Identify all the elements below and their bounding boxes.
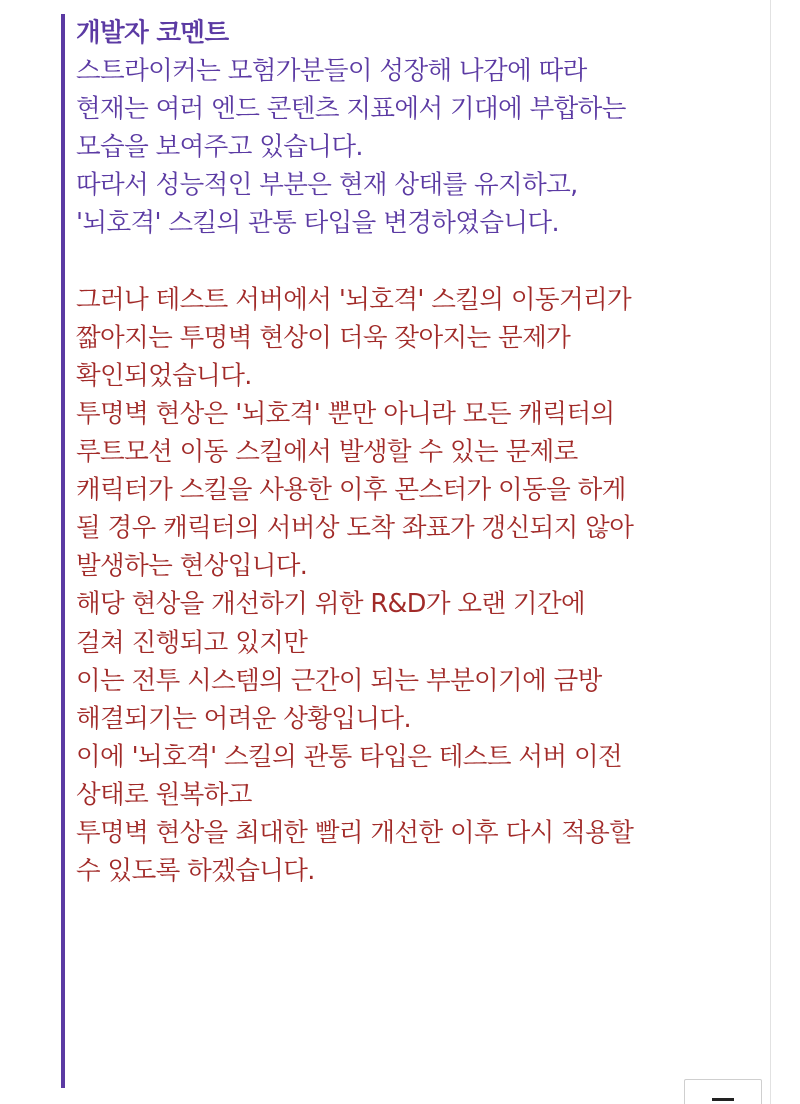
issue-line: 투명벽 현상을 최대한 빨리 개선한 이후 다시 적용할 (76, 817, 634, 848)
issue-line: 루트모션 이동 스킬에서 발생할 수 있는 문제로 (76, 437, 578, 468)
issue-line: 해결되기는 어려운 상황입니다. (76, 703, 411, 734)
intro-line: 따라서 성능적인 부분은 현재 상태를 유지하고, (76, 170, 578, 201)
issue-line: 걸쳐 진행되고 있지만 (76, 627, 308, 658)
content-border (770, 0, 771, 1104)
intro-line: 현재는 여러 엔드 콘텐츠 지표에서 기대에 부합하는 (76, 94, 626, 125)
issue-line: 이는 전투 시스템의 근간이 되는 부분이기에 금방 (76, 665, 602, 696)
issue-line: 해당 현상을 개선하기 위한 R&D가 오랜 기간에 (76, 589, 586, 620)
developer-comment-quote (61, 14, 761, 1088)
intro-line: 모습을 보여주고 있습니다. (76, 132, 363, 163)
collapse-button[interactable] (684, 1079, 762, 1104)
issue-line: 이에 '뇌호격' 스킬의 관통 타입은 테스트 서버 이전 (76, 741, 623, 772)
issue-line: 상태로 원복하고 (76, 779, 252, 810)
intro-line: 스트라이커는 모험가분들이 성장해 나감에 따라 (76, 56, 587, 87)
intro-paragraph (76, 52, 761, 242)
paragraph-spacer (76, 243, 761, 281)
issue-line: 투명벽 현상은 '뇌호격' 뿐만 아니라 모든 캐릭터의 (76, 398, 615, 429)
issue-line: 그러나 테스트 서버에서 '뇌호격' 스킬의 이동거리가 (76, 284, 632, 315)
intro-line: '뇌호격' 스킬의 관통 타입을 변경하였습니다. (76, 208, 559, 239)
issue-line: 캐릭터가 스킬을 사용한 이후 몬스터가 이동을 하게 (76, 475, 626, 506)
issue-line: 수 있도록 하겠습니다. (76, 856, 315, 887)
issue-paragraph (76, 281, 761, 891)
issue-line: 짧아지는 투명벽 현상이 더욱 잦아지는 문제가 (76, 322, 571, 353)
issue-line: 될 경우 캐릭터의 서버상 도착 좌표가 갱신되지 않아 (76, 513, 634, 544)
minus-icon (712, 1098, 734, 1101)
issue-line: 확인되었습니다. (76, 360, 252, 391)
issue-line: 발생하는 현상입니다. (76, 551, 308, 582)
comment-heading: 개발자 코멘트 (76, 18, 229, 48)
